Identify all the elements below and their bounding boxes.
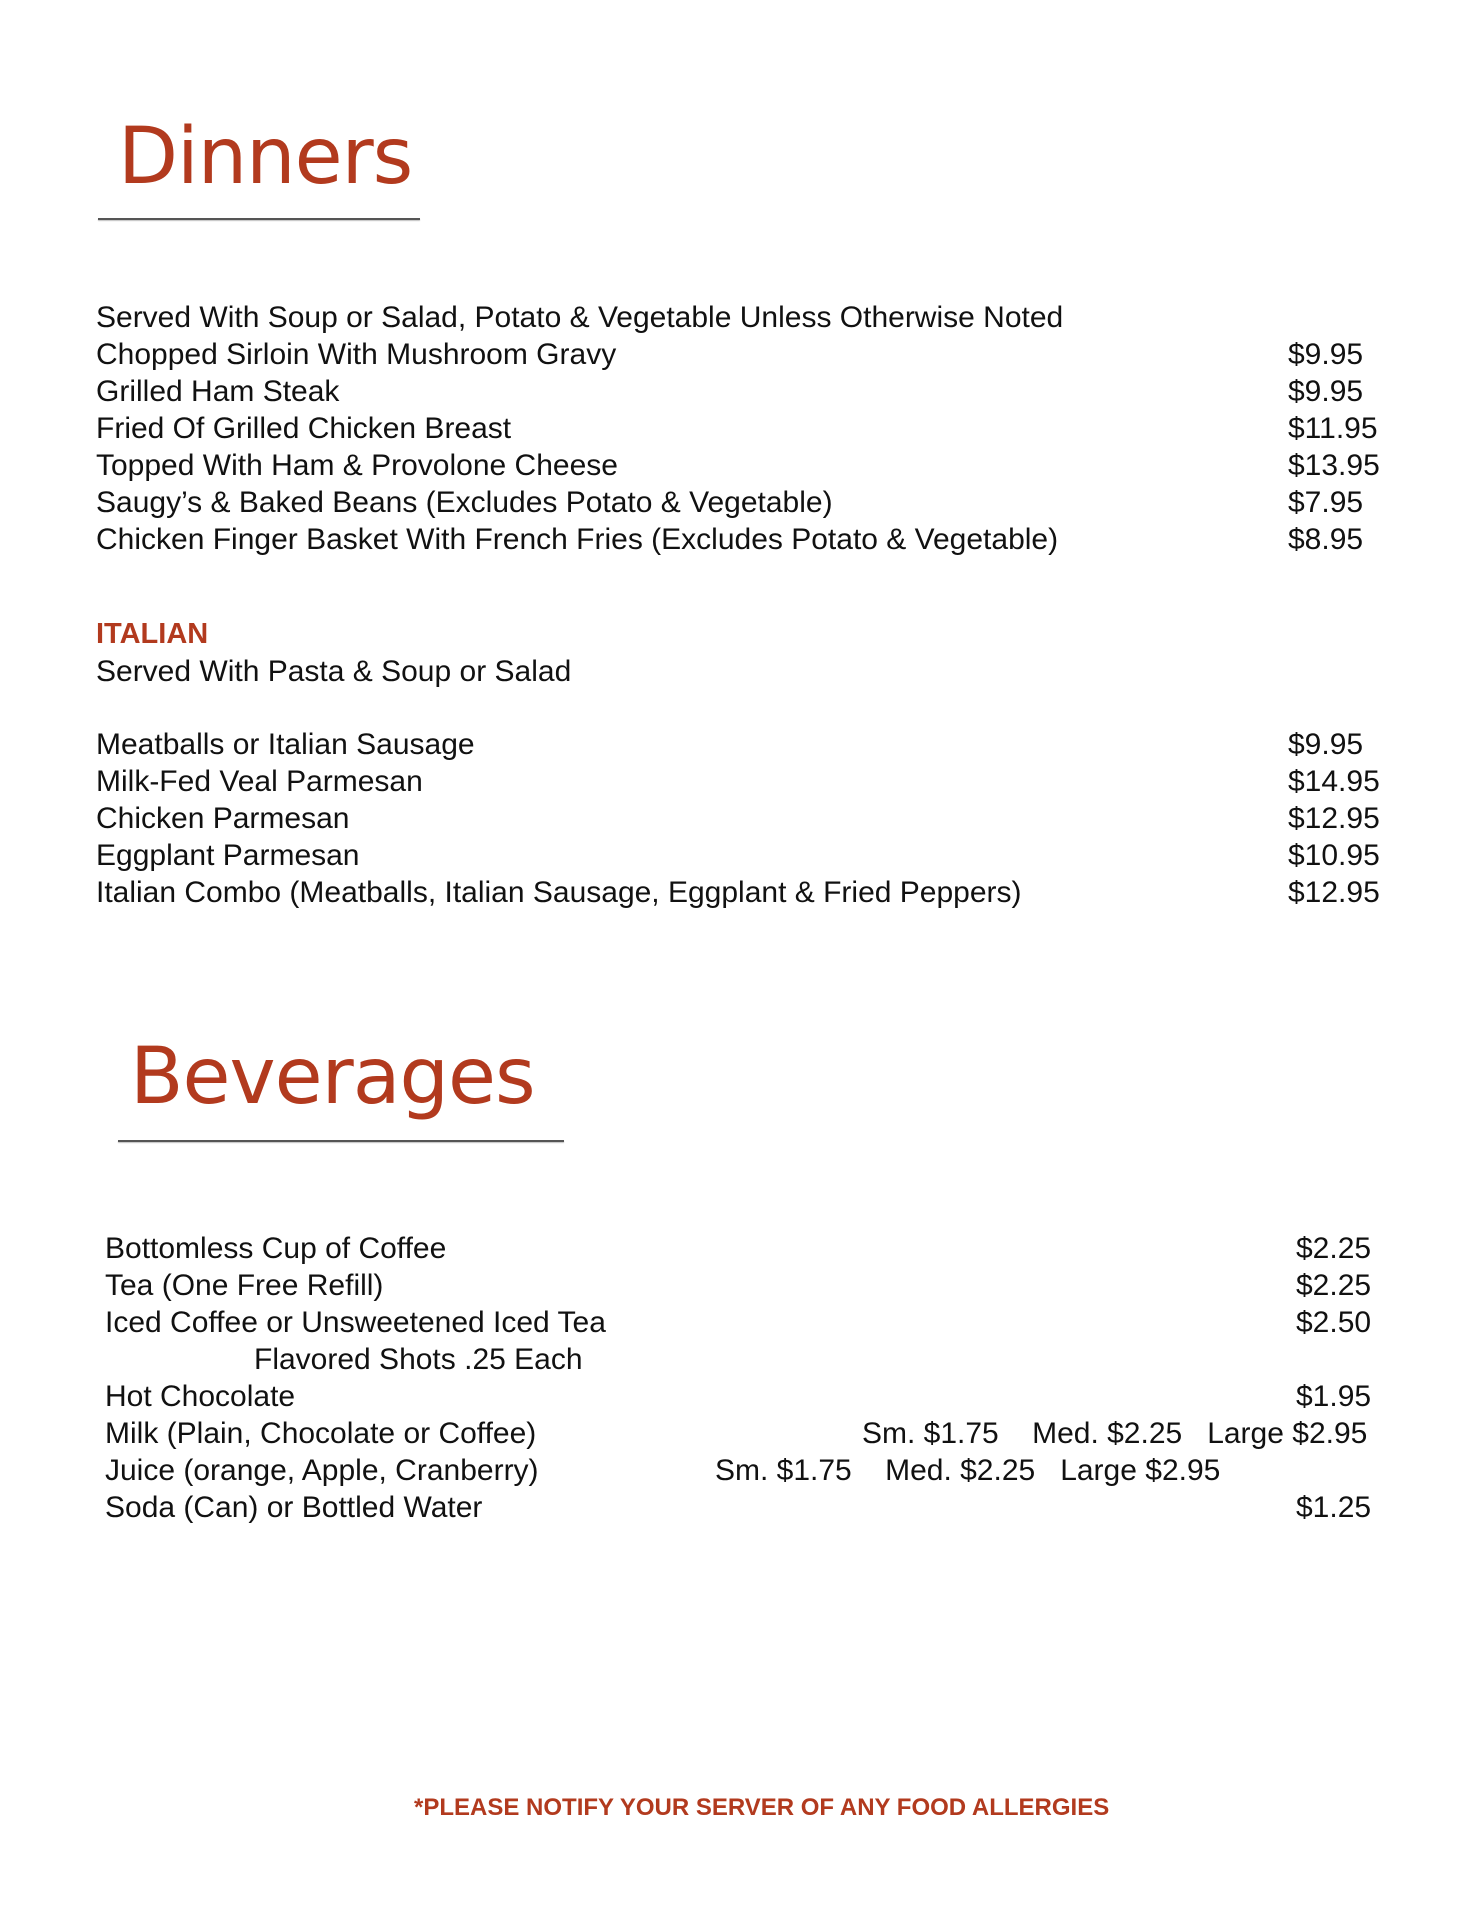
- italian-item-price: $10.95: [1288, 839, 1380, 872]
- dinner-item-name: Chopped Sirloin With Mushroom Gravy: [96, 338, 617, 371]
- beverage-item-name: Soda (Can) or Bottled Water: [105, 1491, 483, 1524]
- beverage-item-price: $2.25: [1296, 1269, 1372, 1302]
- italian-item-price: $9.95: [1288, 728, 1364, 761]
- dinner-item-name: Topped With Ham & Provolone Cheese: [96, 449, 618, 482]
- beverage-item-name: Milk (Plain, Chocolate or Coffee): [105, 1417, 537, 1450]
- dinner-item-price: $13.95: [1288, 449, 1380, 482]
- italian-item-price: $12.95: [1288, 876, 1380, 909]
- beverage-item-price: $2.50: [1296, 1306, 1372, 1339]
- dinners-subtitle: Served With Soup or Salad, Potato & Vegetable Unless Otherwise Noted: [96, 301, 1064, 334]
- dinner-item-price: $9.95: [1288, 338, 1364, 371]
- dinner-item-name: Grilled Ham Steak: [96, 375, 340, 408]
- dinner-item-name: Chicken Finger Basket With French Fries (Excludes Potato & Vegetable): [96, 523, 1059, 556]
- italian-item-price: $12.95: [1288, 802, 1380, 835]
- dinner-item-price: $7.95: [1288, 486, 1364, 519]
- italian-item-name: Eggplant Parmesan: [96, 839, 360, 872]
- italian-subtitle: Served With Pasta & Soup or Salad: [96, 655, 572, 688]
- beverage-item-note: Flavored Shots .25 Each: [254, 1343, 583, 1376]
- italian-item-name: Chicken Parmesan: [96, 802, 350, 835]
- dinners-title-underline: [98, 218, 420, 220]
- dinner-item-name: Fried Of Grilled Chicken Breast: [96, 412, 512, 445]
- beverage-item-name: Juice (orange, Apple, Cranberry): [105, 1454, 539, 1487]
- beverage-item-name: Bottomless Cup of Coffee: [105, 1232, 447, 1265]
- italian-item-price: $14.95: [1288, 765, 1380, 798]
- dinners-title: Dinners: [118, 112, 413, 202]
- dinner-item-price: $11.95: [1288, 412, 1378, 445]
- beverage-item-price: $1.95: [1296, 1380, 1372, 1413]
- allergy-notice: *PLEASE NOTIFY YOUR SERVER OF ANY FOOD ALLERGIES: [414, 1794, 1110, 1821]
- dinner-item-price: $9.95: [1288, 375, 1364, 408]
- beverage-item-name: Tea (One Free Refill): [105, 1269, 384, 1302]
- beverage-item-name: Hot Chocolate: [105, 1380, 296, 1413]
- dinner-item-price: $8.95: [1288, 523, 1364, 556]
- beverage-item-name: Iced Coffee or Unsweetened Iced Tea: [105, 1306, 606, 1339]
- beverages-title-underline: [118, 1140, 564, 1142]
- italian-item-name: Meatballs or Italian Sausage: [96, 728, 475, 761]
- italian-item-name: Milk-Fed Veal Parmesan: [96, 765, 423, 798]
- italian-item-name: Italian Combo (Meatballs, Italian Sausage, Eggplant & Fried Peppers): [96, 876, 1022, 909]
- dinner-item-name: Saugy’s & Baked Beans (Excludes Potato & Vegetable): [96, 486, 833, 519]
- beverage-item-sizes: Sm. $1.75 Med. $2.25 Large $2.95: [862, 1417, 1368, 1450]
- beverage-item-price: $1.25: [1296, 1491, 1372, 1524]
- italian-label: ITALIAN: [96, 618, 209, 650]
- beverage-item-sizes: Sm. $1.75 Med. $2.25 Large $2.95: [715, 1454, 1221, 1487]
- beverages-title: Beverages: [130, 1032, 535, 1122]
- beverage-item-price: $2.25: [1296, 1232, 1372, 1265]
